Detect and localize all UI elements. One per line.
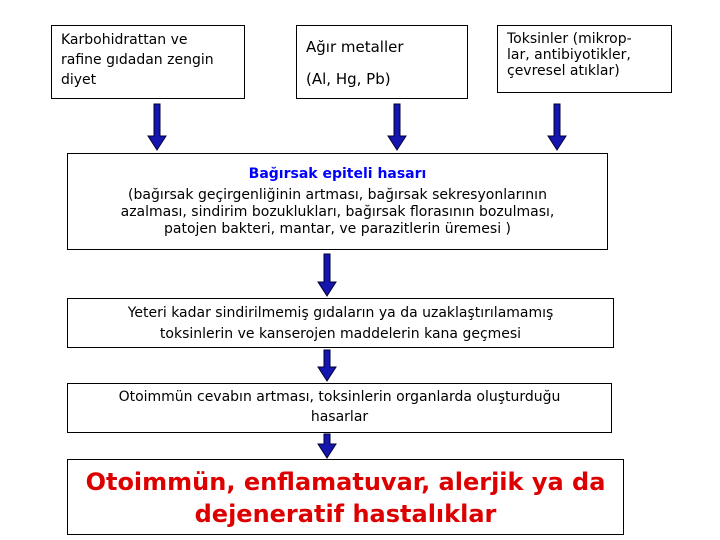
epithelium-heading: Bağırsak epiteli hasarı: [248, 166, 427, 182]
arrow-down-icon: [148, 104, 166, 150]
source-line: Karbohidrattan ve: [61, 32, 188, 48]
source-line: lar, antibiyotikler,: [507, 47, 631, 63]
source-line: (Al, Hg, Pb): [306, 70, 391, 88]
outcome-line: Otoimmün, enflamatuvar, alerjik ya da: [85, 468, 606, 496]
absorption-box: [67, 298, 614, 348]
epithelium-line: patojen bakteri, mantar, ve parazitlerin üremesi ): [163, 221, 511, 237]
absorption-line: toksinlerin ve kanserojen maddelerin kana geçmesi: [159, 326, 522, 342]
source-line: rafine gıdadan zengin: [61, 52, 214, 68]
autoimmune-line: hasarlar: [310, 409, 369, 425]
source-line: Ağır metaller: [306, 38, 404, 56]
absorption-line: Yeteri kadar sindirilmemiş gıdaların ya da uzaklaştırılamamış: [127, 305, 554, 321]
source-box-heavy-metals: [296, 25, 468, 99]
autoimmune-response-box: [67, 383, 612, 433]
outcome-line: dejeneratif hastalıklar: [194, 500, 497, 528]
disease-outcome-box: [67, 459, 624, 535]
source-box-toxins: [497, 25, 672, 93]
epithelium-damage-box: [67, 153, 608, 250]
arrow-down-icon: [318, 254, 336, 296]
autoimmune-line: Otoimmün cevabın artması, toksinlerin organlarda oluşturduğu: [118, 389, 561, 405]
source-line: Toksinler (mikrop-: [507, 31, 632, 47]
source-line: diyet: [61, 72, 97, 88]
source-line: çevresel atıklar): [507, 63, 620, 79]
arrow-down-icon: [548, 104, 566, 150]
arrow-down-icon: [318, 350, 336, 381]
epithelium-line: azalması, sindirim bozuklukları, bağırsak florasının bozulması,: [120, 204, 555, 220]
source-box-carbohydrate-diet: [51, 25, 245, 99]
epithelium-line: (bağırsak geçirgenliğinin artması, bağırsak sekresyonlarının: [128, 187, 547, 203]
arrow-down-icon: [388, 104, 406, 150]
arrow-down-icon: [318, 434, 336, 458]
